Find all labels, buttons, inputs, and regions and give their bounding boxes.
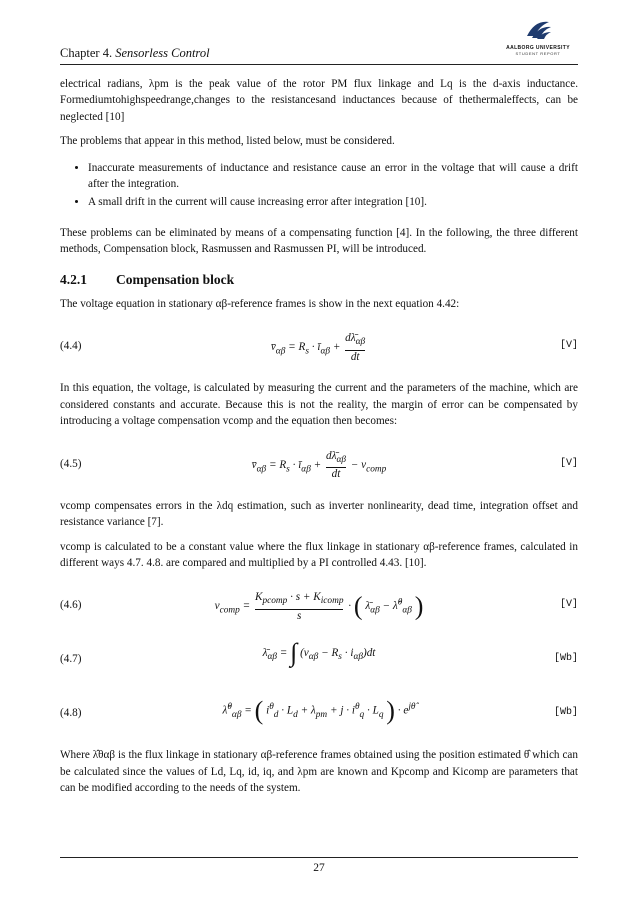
page-number: 27	[313, 862, 325, 874]
equation-number: (4.8)	[60, 707, 82, 720]
footer-rule	[60, 857, 578, 858]
equation-expression: $v̄_{\alpha\beta} = R_s$ · $ī_{\alpha\beta}$ + $\frac{d\lambdā_{\alpha\beta}}{dt}$ − $v_{comp}$	[251, 449, 387, 480]
equation-unit: [V]	[559, 457, 578, 469]
equation-expression: $v_{comp}$ = $\frac{K_{pcomp} \cdot s + K_{icomp}}{s}$ · ( $\lambdā_{\alpha\beta}$ − λ̂$^\theta_{\alpha\beta}$ )	[214, 591, 424, 622]
equation-number: (4.5)	[60, 457, 82, 470]
problem-list	[60, 160, 578, 211]
equation-unit: [Wb]	[553, 653, 578, 665]
equation-4-4	[60, 326, 578, 366]
logo-subtitle-text: STUDENT REPORT	[515, 51, 561, 56]
logo-emblem-icon	[523, 18, 553, 40]
equation-4-5	[60, 444, 578, 484]
paragraph-4: The voltage equation in stationary αβ-reference frames is show in the next equation 4.42:	[60, 298, 460, 311]
equation-number: (4.4)	[60, 340, 82, 353]
university-logo	[498, 18, 578, 58]
paragraph-3: These problems can be eliminated by means of a compensating function [4]. In the following, the three different methods, Compensation block, Rasmussen and Rasmussen PI, will be introduced.	[60, 226, 578, 256]
equation-unit: [V]	[559, 340, 578, 352]
section-heading	[60, 272, 578, 288]
equation-unit: [V]	[559, 599, 578, 611]
paragraph-2: The problems that appear in this method, listed below, must be considered.	[60, 135, 395, 148]
equation-expression: $v̄_{\alpha\beta} = R_s$ · $ī_{\alpha\beta}$ + $\frac{d\lambdā_{\alpha\beta}}{dt}$	[270, 332, 366, 363]
equation-unit: [Wb]	[553, 707, 578, 719]
page-body	[60, 76, 578, 805]
section-title: Compensation block	[116, 271, 235, 287]
list-item: • Inaccurate measurements of inductance and resistance cause an error in the voltage that will cause a drift after the integration.	[88, 160, 578, 193]
header-rule	[60, 64, 578, 65]
paragraph-1: electrical radians, λpm is the peak value of the rotor PM flux linkage and Lq is the d-axis inductance. Formediumtohighspeedrange,changes to the resistancesand inductances because of thethermaleffects, can be neglected [10]	[60, 78, 578, 123]
list-item: • A small drift in the current will cause increasing error after integration [10].	[88, 194, 578, 210]
equation-expression: λ̂$^\theta_{\alpha\beta}$ = ( $i^\theta_d \cdot L_d + \lambda_{pm} + j \cdot i^\theta_q \cdot L_q$ ) · $e^{j\thetâ}$	[222, 696, 416, 726]
equation-4-8	[60, 693, 578, 733]
section-number: 4.2.1	[60, 271, 87, 287]
logo-university-text: AALBORG UNIVERSITY	[506, 45, 570, 51]
equation-expression: $\lambdā_{\alpha\beta}$ = ∫ $(v_{\alpha\beta} - R_s \cdot i_{\alpha\beta})dt$	[262, 638, 376, 668]
paragraph-7: vcomp is calculated to be a constant value where the flux linkage in stationary αβ-reference frames, calculated in different ways 4.7. 4.8. are compared and multiplied by a PI controlled 4.43. [10].	[60, 540, 578, 569]
paragraph-8: Where λ̂θαβ is the flux linkage in stationary αβ-reference frames obtained using the position estimated θ̂ which can be calculated since the values of Ld, Lq, id, iq, and λpm are known and Kpcomp and Kicomp are parameters that can be modified according to the needs of the system.	[60, 749, 578, 795]
chapter-title: Sensorless Control	[115, 46, 210, 60]
equation-number: (4.7)	[60, 653, 82, 666]
equation-number: (4.6)	[60, 599, 82, 612]
equation-4-6	[60, 585, 578, 625]
chapter-prefix: Chapter 4.	[60, 46, 113, 60]
chapter-heading	[60, 46, 210, 61]
paragraph-5: In this equation, the voltage, is calculated by measuring the current and the parameters of the machine, which are considered constants and accurate. Because this is not the reality, the margin of error can be compensated by introducing a voltage compensation vcomp and the equation then becomes:	[60, 382, 578, 428]
equation-4-7	[60, 639, 578, 679]
paragraph-6: vcomp compensates errors in the λdq estimation, such as inverter nonlinearity, dead time, integration offset and resistance variance [7].	[60, 499, 578, 529]
